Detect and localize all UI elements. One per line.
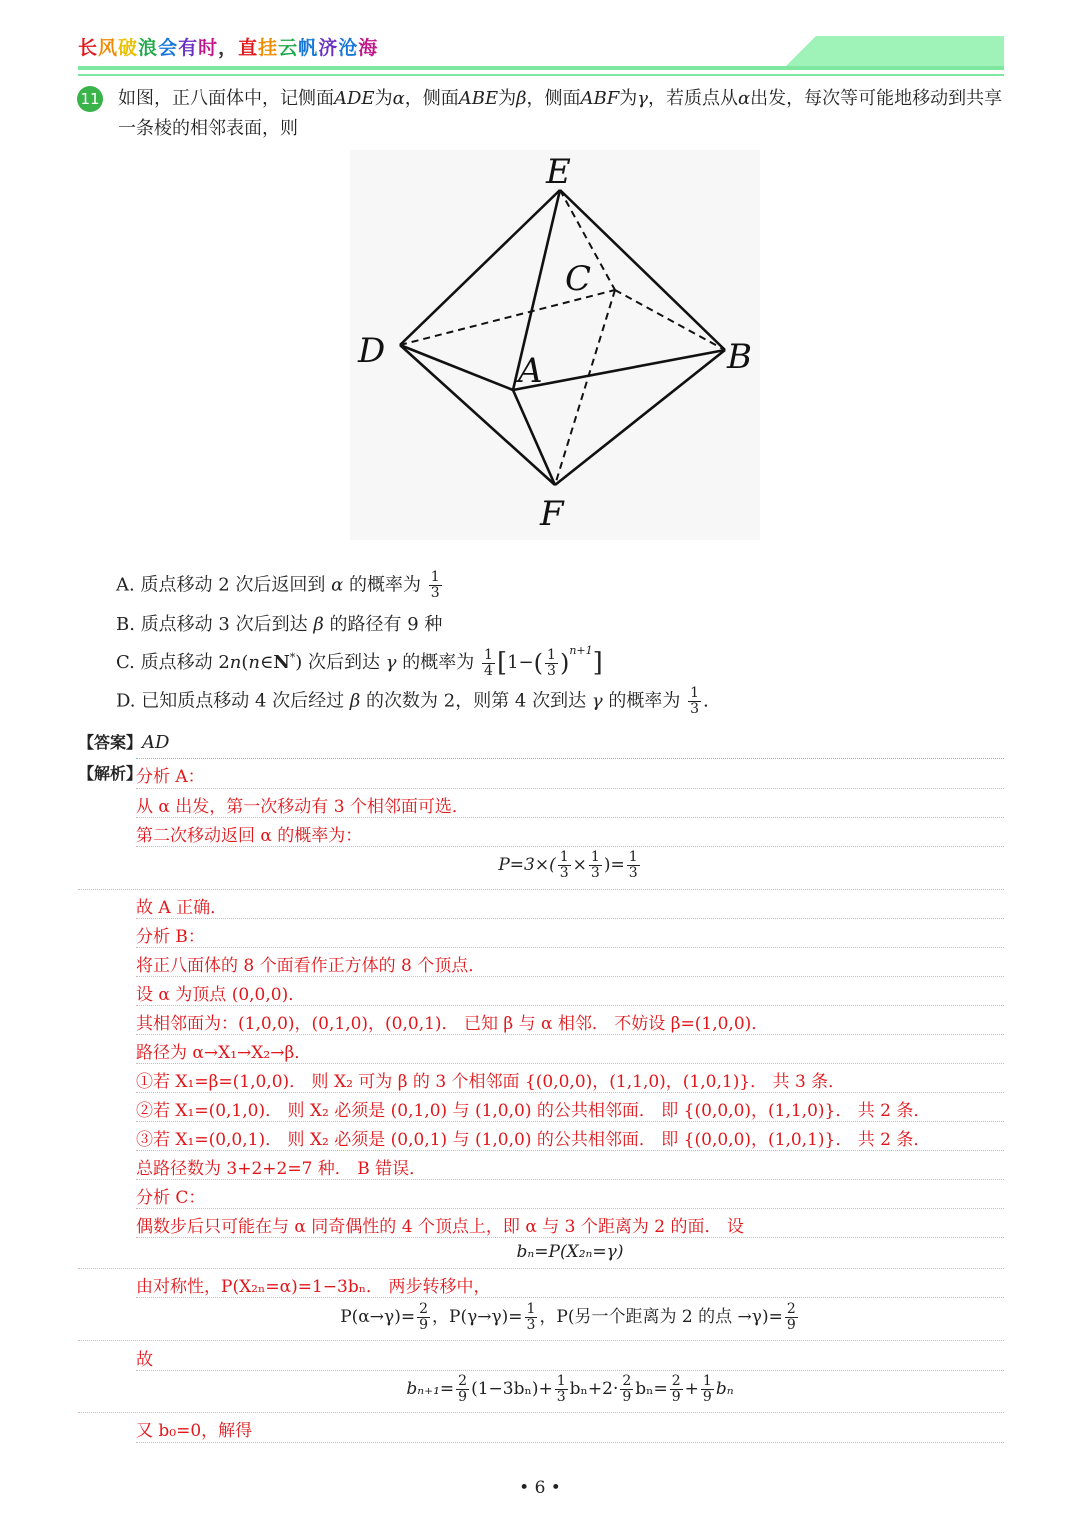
slogan-char: 风 bbox=[98, 37, 119, 59]
slogan-char: 会 bbox=[158, 37, 179, 59]
slogan-char: 挂 bbox=[258, 37, 279, 59]
slogan-char: 破 bbox=[118, 37, 139, 59]
answer-line: 【答案】AD bbox=[78, 732, 170, 753]
solution-line-8: 其相邻面为：(1,0,0)，(0,1,0)，(0,0,1)． 已知 β 与 α 相邻． 不妨设 β=(1,0,0)． bbox=[136, 1014, 769, 1034]
slogan-char: 浪 bbox=[138, 37, 159, 59]
solution-line-11: ②若 X₁=(0,1,0)． 则 X₂ 必须是 (0,1,0) 与 (1,0,0) 的公共相邻面． 即 {(0,0,0)，(1,1,0)}． 共 2 条． bbox=[136, 1101, 931, 1121]
question-text: 如图，正八面体中，记侧面ADE为α，侧面ABE为β，侧面ABF为γ，若质点从α出发，每次等可能地移动到共享一条棱的相邻表面，则 bbox=[118, 88, 1003, 139]
slogan-char: 济 bbox=[318, 37, 339, 59]
solution-line-10: ①若 X₁=β=(1,0,0)． 则 X₂ 可为 β 的 3 个相邻面 {(0,0,0)，(1,1,0)，(1,0,1)}． 共 3 条． bbox=[136, 1072, 846, 1092]
slogan-char: 帆 bbox=[298, 37, 319, 59]
solution-line-16: 由对称性，P(X₂ₙ=α)=1−3bₙ． 两步转移中， bbox=[136, 1277, 491, 1297]
solution-line-3: 第二次移动返回 α 的概率为： bbox=[136, 826, 363, 846]
slogan-char: 沧 bbox=[338, 37, 359, 59]
header-rule-thin bbox=[78, 74, 1004, 76]
page-number: • 6 • bbox=[519, 1478, 561, 1498]
option-c: C. 质点移动 2n(n∈N*) 次后到达 γ 的概率为 $\frac{1}{4}$ [1−( $\frac{1}{3}$ )$^{n+1}$] bbox=[116, 644, 603, 679]
solution-line-5: 分析 B： bbox=[136, 927, 205, 947]
option-d: D. 已知质点移动 4 次后经过 β 的次数为 2，则第 4 次到达 γ 的概率为 $\frac{1}{3}$ . bbox=[116, 685, 709, 717]
solution-line-9: 路径为 α→X₁→X₂→β． bbox=[136, 1043, 312, 1063]
label-A: A bbox=[518, 351, 543, 391]
formula-transitions: P(α→γ)= $\frac{2}{9}$ ，P(γ→γ)= $\frac{1}{3}$ ，P(另一个距离为 2 的点 →γ)= $\frac{2}{9}$ bbox=[340, 1301, 796, 1333]
solution-line-14: 分析 C： bbox=[136, 1188, 206, 1208]
header-slogan bbox=[78, 33, 378, 60]
solution-line-13: 总路径数为 3+2+2=7 种． B 错误． bbox=[136, 1159, 427, 1179]
solution-line-2: 从 α 出发，第一次移动有 3 个相邻面可选． bbox=[136, 797, 469, 817]
label-D: D bbox=[358, 331, 386, 371]
label-F: F bbox=[540, 494, 564, 534]
answer-rule bbox=[136, 758, 1004, 759]
slogan-char: 云 bbox=[278, 37, 299, 59]
question-number-badge: 11 bbox=[77, 86, 103, 112]
slogan-char: ， bbox=[218, 37, 239, 59]
solution-label: 【解析】 bbox=[78, 764, 143, 783]
formula-p-return: P=3×( $\frac{1}{3}$ × $\frac{1}{3}$ )= $\frac{1}{3}$ bbox=[498, 849, 638, 881]
slogan-char: 有 bbox=[178, 37, 199, 59]
solution-line-18: 又 b₀=0，解得 bbox=[136, 1421, 253, 1441]
slogan-char: 长 bbox=[78, 37, 99, 59]
solution-line-12: ③若 X₁=(0,0,1)． 则 X₂ 必须是 (0,0,1) 与 (1,0,0) 的公共相邻面． 即 {(0,0,0)，(1,0,1)}． 共 2 条． bbox=[136, 1130, 931, 1150]
solution-line-1: 分析 A： bbox=[136, 767, 205, 787]
option-a: A. 质点移动 2 次后返回到 α 的概率为 $\frac{1}{3}$ bbox=[116, 569, 440, 601]
octahedron-figure bbox=[350, 150, 760, 540]
solution-line-15: 偶数步后只可能在与 α 同奇偶性的 4 个顶点上，即 α 与 3 个距离为 2 的面． 设 bbox=[136, 1217, 744, 1237]
label-B: B bbox=[727, 337, 752, 377]
solution-line-7: 设 α 为顶点 (0,0,0)． bbox=[136, 985, 306, 1005]
formula-recurrence: bₙ₊₁= $\frac{2}{9}$ (1−3bₙ)+ $\frac{1}{3}$ bₙ+2· $\frac{2}{9}$ bₙ= $\frac{2}{9}$ + $\frac{1}{9}$ bₙ bbox=[406, 1373, 734, 1405]
slogan-char: 海 bbox=[358, 37, 379, 59]
label-C: C bbox=[565, 259, 592, 299]
solution-line-17: 故 bbox=[136, 1350, 153, 1370]
header-tab-decoration bbox=[786, 36, 1004, 66]
solution-line-4: 故 A 正确． bbox=[136, 898, 228, 918]
slogan-char: 时 bbox=[198, 37, 219, 59]
header-rule bbox=[78, 66, 1004, 70]
formula-bn-def: bₙ=P(X₂ₙ=γ) bbox=[516, 1242, 624, 1262]
option-b: B. 质点移动 3 次后到达 β 的路径有 9 种 bbox=[116, 614, 443, 635]
label-E: E bbox=[546, 152, 571, 192]
solution-line-6: 将正八面体的 8 个面看作正方体的 8 个顶点． bbox=[136, 956, 486, 976]
slogan-char: 直 bbox=[238, 37, 259, 59]
